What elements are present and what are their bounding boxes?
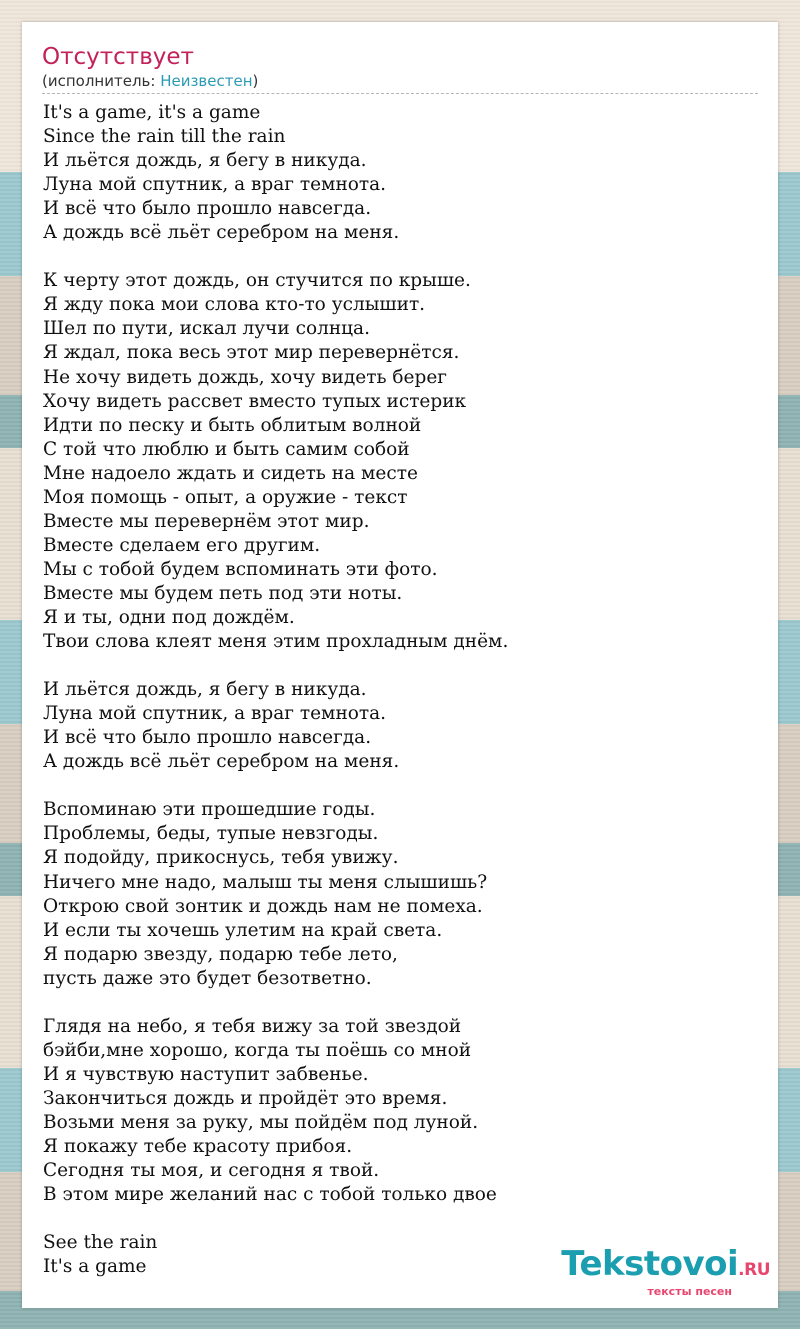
lyric-line: Луна мой спутник, а враг темнота. — [43, 703, 387, 725]
lyric-line: И всё что было прошло навсегда. — [43, 727, 372, 749]
lyric-line: Я покажу тебе красоту прибоя. — [43, 1136, 353, 1158]
lyric-line: И льётся дождь, я бегу в никуда. — [43, 679, 367, 701]
lyric-line: Я подойду, прикоснусь, тебя увижу. — [43, 847, 399, 869]
lyric-line — [43, 774, 508, 798]
lyrics-card — [22, 22, 778, 1308]
lyric-line: Хочу видеть рассвет вместо тупых истерик — [43, 390, 467, 412]
lyric-line: В этом мире желаний нас с тобой только двое — [43, 1184, 497, 1206]
artist-link[interactable]: Неизвестен — [160, 72, 253, 90]
lyric-line: Моя помощь - опыт, а оружие - текст — [43, 486, 408, 508]
artist-line — [42, 72, 758, 90]
lyric-line: It's a game — [43, 1256, 147, 1278]
lyric-line: Мы с тобой будем вспоминать эти фото. — [43, 558, 438, 580]
lyric-line: Закончиться дождь и пройдёт это время. — [43, 1087, 448, 1109]
site-logo[interactable] — [561, 1244, 770, 1298]
lyric-line: И я чувствую наступит забвенье. — [43, 1063, 369, 1085]
lyric-line: Возьми меня за руку, мы пойдём под луной. — [43, 1111, 479, 1133]
lyric-line: It's a game, it's a game — [43, 102, 261, 123]
lyric-line: Глядя на небо, я тебя вижу за той звездой — [43, 1015, 462, 1037]
lyric-line: К черту этот дождь, он стучится по крыше. — [43, 270, 471, 292]
lyric-line: Твои слова клеят меня этим прохладным днём. — [43, 631, 509, 653]
lyric-line: Я жду пока мои слова кто-то услышит. — [43, 294, 426, 316]
lyric-line: Я и ты, одни под дождём. — [43, 606, 295, 628]
lyric-line — [43, 654, 508, 678]
lyric-line: Не хочу видеть дождь, хочу видеть берег — [43, 366, 447, 388]
lyric-line: Since the rain till the rain — [43, 126, 286, 148]
lyric-line: А дождь всё льёт серебром на меня. — [43, 751, 400, 773]
artist-suffix: ) — [252, 72, 259, 90]
lyric-line: Проблемы, беды, тупые невзгоды. — [43, 823, 379, 845]
lyric-line: пусть даже это будет безответно. — [43, 967, 372, 989]
lyric-line: Сегодня ты моя, и сегодня я твой. — [43, 1160, 380, 1182]
lyric-line: бэйби,мне хорошо, когда ты поёшь со мной — [43, 1039, 472, 1061]
logo-name: Tekstovoi — [561, 1244, 739, 1284]
lyric-line: И льётся дождь, я бегу в никуда. — [43, 150, 367, 172]
logo-tagline: тексты песен — [647, 1285, 732, 1298]
lyric-line: Вспоминаю эти прошедшие годы. — [43, 799, 376, 821]
lyrics-text — [43, 101, 508, 1279]
lyric-line: Вместе мы будем петь под эти ноты. — [43, 582, 403, 604]
lyric-line: А дождь всё льёт серебром на меня. — [43, 222, 400, 244]
lyric-line — [43, 245, 508, 269]
lyric-line: И всё что было прошло навсегда. — [43, 198, 372, 220]
lyric-line: Я ждал, пока весь этот мир перевернётся. — [43, 342, 460, 364]
song-title: Отсутствует — [42, 44, 194, 70]
lyric-line: Вместе мы перевернём этот мир. — [43, 510, 370, 532]
lyric-line: Шел по пути, искал лучи солнца. — [43, 318, 370, 340]
lyric-line: Открою свой зонтик и дождь нам не помеха. — [43, 895, 483, 917]
lyric-line: See the rain — [43, 1232, 158, 1254]
lyric-line: С той что люблю и быть самим собой — [43, 438, 410, 460]
artist-prefix: (исполнитель: — [42, 72, 161, 90]
lyric-line: Идти по песку и быть облитым волной — [43, 414, 422, 436]
logo-tld: .RU — [738, 1260, 770, 1280]
lyric-line: Вместе сделаем его другим. — [43, 534, 321, 556]
lyric-line: Мне надоело ждать и сидеть на месте — [43, 462, 418, 484]
lyric-line: И если ты хочешь улетим на край света. — [43, 919, 443, 941]
lyric-line: Луна мой спутник, а враг темнота. — [43, 174, 387, 196]
lyric-line — [43, 991, 508, 1015]
lyric-line — [43, 1207, 508, 1231]
lyric-line: Я подарю звезду, подарю тебе лето, — [43, 943, 398, 965]
lyric-line: Ничего мне надо, малыш ты меня слышишь? — [43, 871, 488, 893]
song-header — [42, 42, 758, 94]
